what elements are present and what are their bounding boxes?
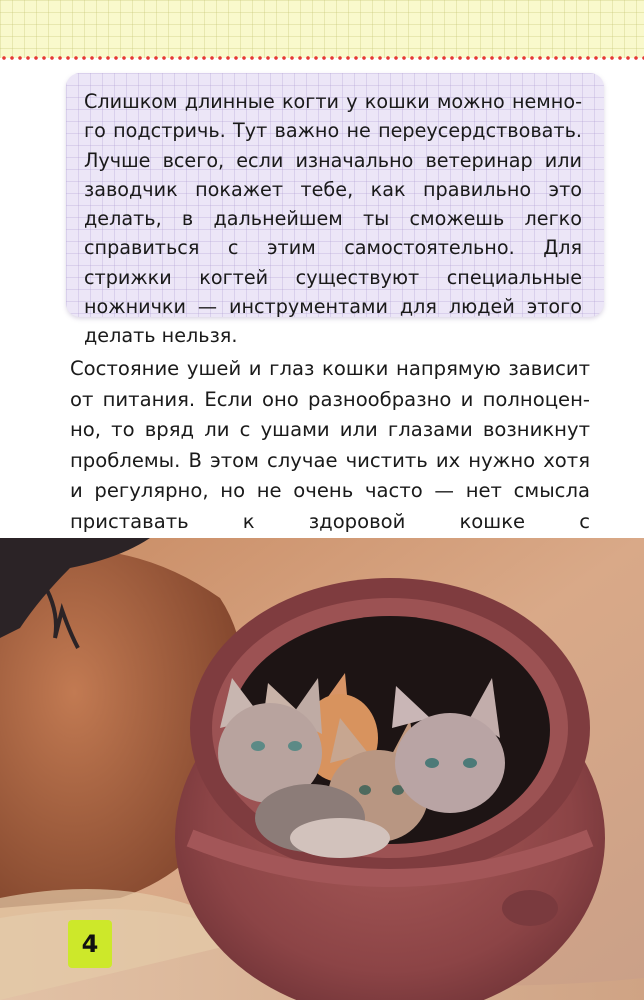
page-number-badge: 4 xyxy=(68,920,112,968)
body-paragraph: Состояние ушей и глаз кошки напрямую зависит от питания. Если оно разнообразно и полноценно, то вряд ли с ушами или глазами возникнут проблемы. В этом случае чистить их нужно хотя и регулярно, но не очень часто — нет смысла приставать к здоровой кошке с xyxy=(70,357,590,533)
top-grid-band xyxy=(0,0,644,58)
tip-text: Слишком длинные когти у кошки можно немного подстричь. Тут важно не переусердствовать. Лучше всего, если изначально ветеринар или заводчик покажет тебе, как правильно это делать, в дальнейшем ты сможешь легко справиться с этим самостоятельно. Для стрижки когтей существуют специальные ножнички — инструментами для людей этого делать нельзя. xyxy=(84,90,582,348)
dotted-divider xyxy=(0,55,644,61)
tip-box xyxy=(66,73,604,348)
